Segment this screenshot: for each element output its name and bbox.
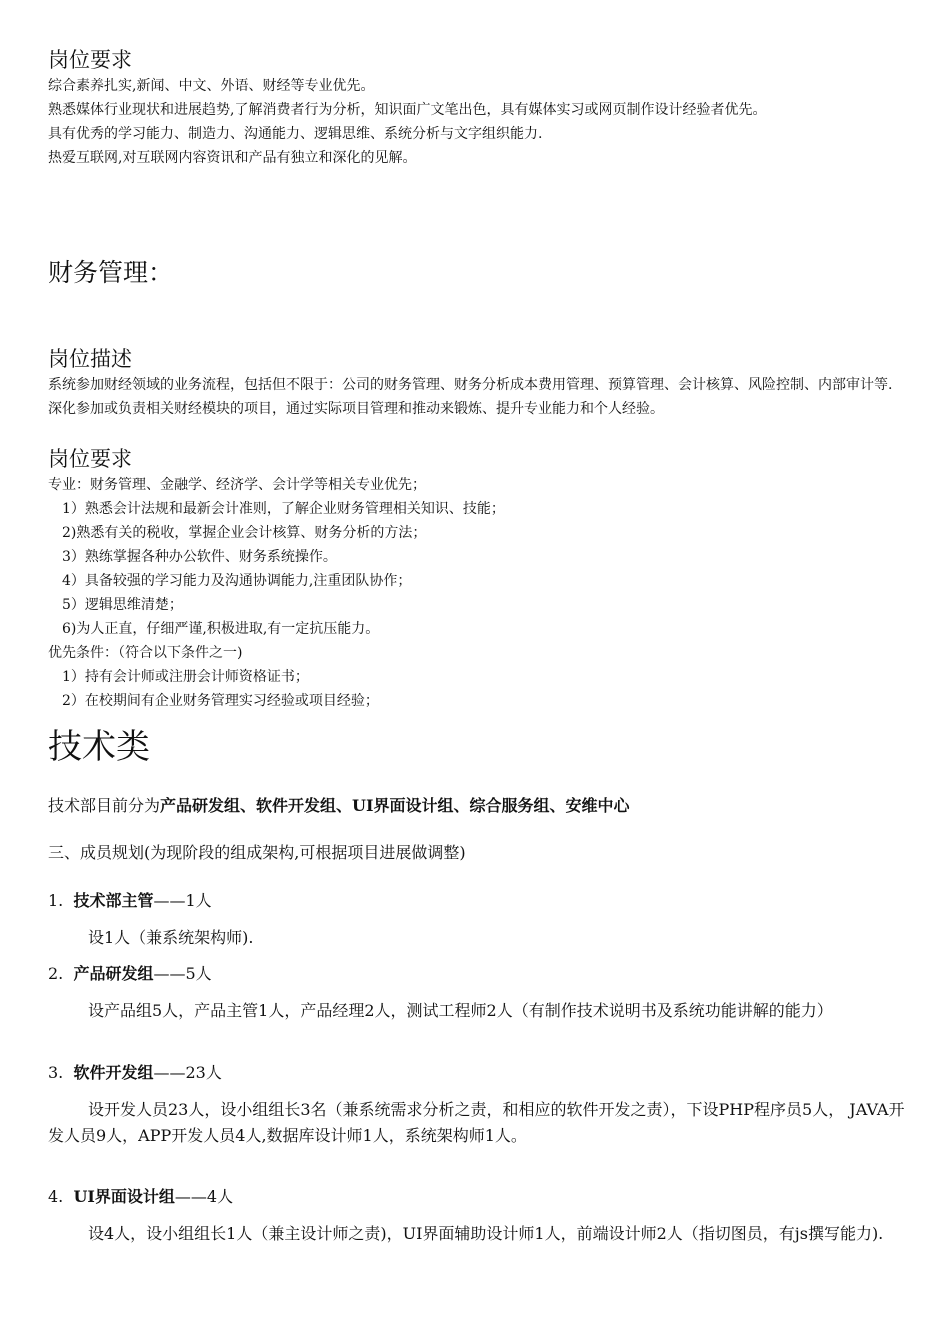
requirement-item: 6)为人正直，仔细严谨,积极进取,有一定抗压能力。: [62, 621, 380, 637]
requirement-item: 1）熟悉会计法规和最新会计准则，了解企业财务管理相关知识、技能；: [62, 501, 505, 517]
finance-section-title: 财务管理：: [48, 258, 174, 287]
requirement-item: 2)熟悉有关的税收，掌握企业会计核算、财务分析的方法；: [62, 525, 427, 541]
group-name: 软件开发组: [73, 1063, 154, 1082]
requirement-line: 熟悉媒体行业现状和进展趋势,了解消费者行为分析，知识面广文笔出色，具有媒体实习或网页制作设计经验者优先。: [48, 102, 767, 118]
requirement-item: 5）逻辑思维清楚；: [62, 597, 183, 613]
requirement-item: 3）熟练掌握各种办公软件、财务系统操作。: [62, 549, 337, 565]
group-number: 4.: [48, 1187, 64, 1206]
tech-intro-groups: 产品研发组、软件开发组、UI界面设计组、综合服务组、安维中心: [160, 796, 630, 815]
tech-intro: [48, 793, 910, 819]
job-description-list: [48, 373, 910, 421]
group-description: 设1人（兼系统架构师).: [88, 928, 254, 947]
finance-requirements-list: [48, 473, 910, 713]
description-line: 系统参加财经领域的业务流程，包括但不限于：公司的财务管理、财务分析成本费用管理、预算管理、会计核算、风险控制、内部审计等.: [48, 377, 893, 393]
group-count: ——5人: [153, 964, 212, 983]
requirement-line: 具有优秀的学习能力、制造力、沟通能力、逻辑思维、系统分析与文字组织能力.: [48, 126, 543, 142]
group-name: 产品研发组: [73, 964, 154, 983]
job-requirements-heading-1: 岗位要求: [48, 48, 132, 72]
group-count: ——23人: [153, 1063, 222, 1082]
group-number: 2.: [48, 964, 64, 983]
group-count: ——1人: [153, 891, 212, 910]
group-heading: [48, 1060, 910, 1086]
requirement-item: 4）具备较强的学习能力及沟通协调能力,注重团队协作；: [62, 573, 412, 589]
job-description-heading: 岗位描述: [48, 347, 132, 371]
requirement-line: 综合素养扎实,新闻、中文、外语、财经等专业优先。: [48, 78, 375, 94]
preferred-item: 2）在校期间有企业财务管理实习经验或项目经验；: [62, 693, 379, 709]
group-name: 技术部主管: [73, 891, 154, 910]
group-description: 设开发人员23人，设小组组长3名（兼系统需求分析之责，和相应的软件开发之责），下设PHP程序员5人， JAVA开发人员9人，APP开发人员4人,数据库设计师1人，系统架构师1人。: [48, 1100, 905, 1145]
member-plan-heading: 三、成员规划(为现阶段的组成架构,可根据项目进展做调整): [48, 843, 466, 862]
group-description: 设4人，设小组组长1人（兼主设计师之责)，UI界面辅助设计师1人，前端设计师2人（指切图员，有js撰写能力).: [88, 1224, 884, 1243]
group-name: UI界面设计组: [73, 1187, 175, 1206]
group-count: ——4人: [174, 1187, 234, 1206]
tech-section-title: 技术类: [48, 727, 150, 767]
group-number: 3.: [48, 1063, 64, 1082]
job-requirements-list-1: [48, 74, 910, 170]
group-heading: [48, 888, 910, 914]
requirement-line: 热爱互联网,对互联网内容资讯和产品有独立和深化的见解。: [48, 150, 417, 166]
group-description: 设产品组5人，产品主管1人，产品经理2人，测试工程师2人（有制作技术说明书及系统功能讲解的能力）: [88, 1001, 833, 1020]
description-line: 深化参加或负责相关财经模块的项目，通过实际项目管理和推动来锻炼、提升专业能力和个人经验。: [48, 401, 664, 417]
job-requirements-heading-2: 岗位要求: [48, 447, 132, 471]
preferred-conditions-heading: 优先条件：（符合以下条件之一): [48, 645, 243, 661]
group-heading: [48, 961, 910, 987]
group-heading: [48, 1184, 910, 1210]
major-line: 专业：财务管理、金融学、经济学、会计学等相关专业优先；: [48, 477, 426, 493]
group-number: 1.: [48, 891, 64, 910]
preferred-item: 1）持有会计师或注册会计师资格证书；: [62, 669, 309, 685]
tech-intro-prefix: 技术部目前分为: [48, 796, 161, 815]
